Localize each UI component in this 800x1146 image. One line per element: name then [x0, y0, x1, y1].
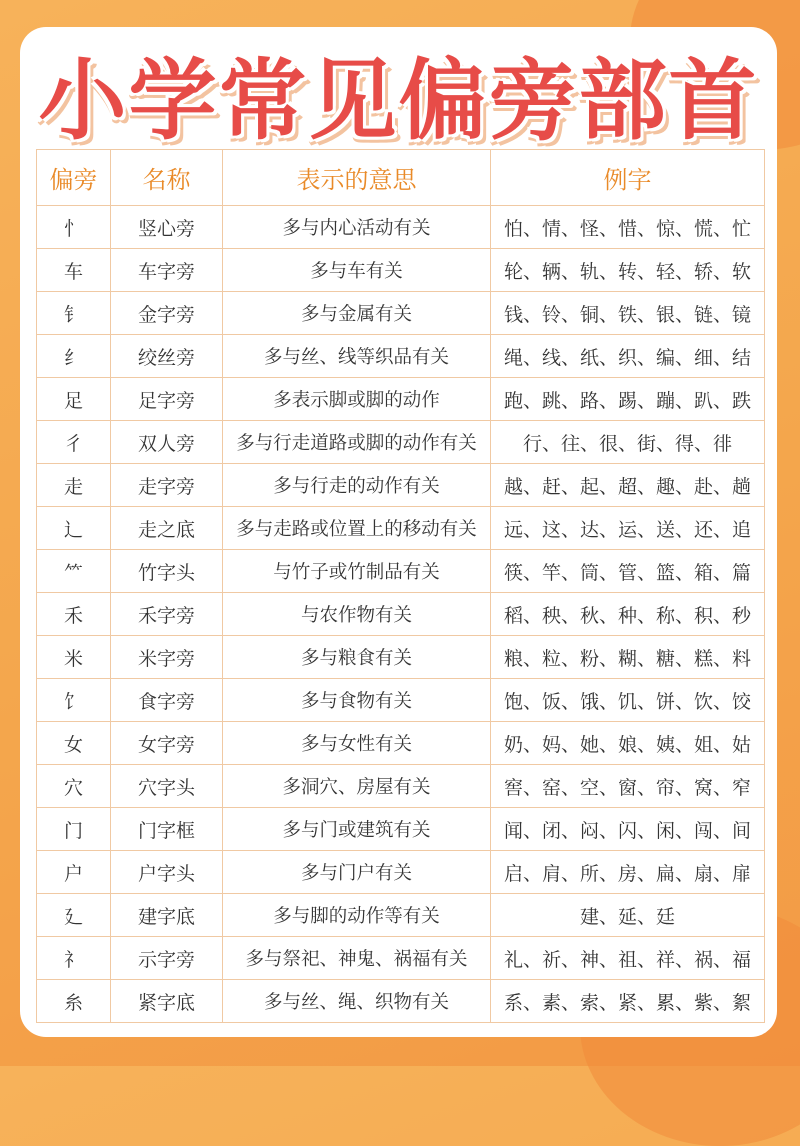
- table-row: [37, 722, 765, 765]
- cell-examples: 奶、妈、她、娘、姨、姐、姑: [491, 722, 765, 765]
- cell-examples: 怕、情、怪、惜、惊、慌、忙: [491, 206, 765, 249]
- cell-examples: 饱、饭、饿、饥、饼、饮、饺: [491, 679, 765, 722]
- cell-name: 金字旁: [111, 292, 223, 335]
- cell-radical: 穴: [37, 765, 111, 808]
- cell-examples: 绳、线、纸、织、编、细、结: [491, 335, 765, 378]
- cell-examples: 礼、祈、神、祖、祥、祸、福: [491, 937, 765, 980]
- table-row: [37, 980, 765, 1023]
- cell-radical: 廴: [37, 894, 111, 937]
- cell-radical: 辶: [37, 507, 111, 550]
- table-header-row: [37, 150, 765, 206]
- cell-meaning: 多洞穴、房屋有关: [223, 765, 491, 808]
- cell-name: 穴字头: [111, 765, 223, 808]
- cell-meaning: 多与脚的动作等有关: [223, 894, 491, 937]
- cell-radical: 钅: [37, 292, 111, 335]
- cell-name: 米字旁: [111, 636, 223, 679]
- cell-radical: 走: [37, 464, 111, 507]
- table-row: [37, 593, 765, 636]
- cell-meaning: 多与粮食有关: [223, 636, 491, 679]
- cell-name: 竖心旁: [111, 206, 223, 249]
- cell-meaning: 多表示脚或脚的动作: [223, 378, 491, 421]
- cell-meaning: 多与走路或位置上的移动有关: [223, 507, 491, 550]
- cell-meaning: 多与食物有关: [223, 679, 491, 722]
- table-row: [37, 335, 765, 378]
- cell-radical: 饣: [37, 679, 111, 722]
- header-meaning: 表示的意思: [223, 150, 491, 206]
- table-row: [37, 378, 765, 421]
- content-card: [20, 27, 777, 1037]
- table-row: [37, 894, 765, 937]
- table-row: [37, 851, 765, 894]
- cell-radical: 车: [37, 249, 111, 292]
- cell-examples: 稻、秧、秋、种、称、积、秒: [491, 593, 765, 636]
- table-row: [37, 421, 765, 464]
- cell-name: 走字旁: [111, 464, 223, 507]
- cell-name: 禾字旁: [111, 593, 223, 636]
- cell-examples: 钱、铃、铜、铁、银、链、镜: [491, 292, 765, 335]
- header-radical: 偏旁: [37, 150, 111, 206]
- cell-name: 门字框: [111, 808, 223, 851]
- cell-name: 双人旁: [111, 421, 223, 464]
- cell-radical: 纟: [37, 335, 111, 378]
- cell-name: 车字旁: [111, 249, 223, 292]
- cell-radical: 彳: [37, 421, 111, 464]
- cell-name: 紧字底: [111, 980, 223, 1023]
- cell-name: 建字底: [111, 894, 223, 937]
- header-examples: 例字: [491, 150, 765, 206]
- table-row: [37, 808, 765, 851]
- cell-meaning: 多与门户有关: [223, 851, 491, 894]
- cell-name: 女字旁: [111, 722, 223, 765]
- table-row: [37, 765, 765, 808]
- table-row: [37, 636, 765, 679]
- cell-meaning: 多与金属有关: [223, 292, 491, 335]
- cell-radical: 礻: [37, 937, 111, 980]
- cell-examples: 系、素、索、紧、累、紫、絮: [491, 980, 765, 1023]
- cell-name: 食字旁: [111, 679, 223, 722]
- header-name: 名称: [111, 150, 223, 206]
- cell-examples: 越、赶、起、超、趣、赴、趟: [491, 464, 765, 507]
- cell-examples: 建、延、廷: [491, 894, 765, 937]
- cell-examples: 闻、闭、闷、闪、闲、闯、间: [491, 808, 765, 851]
- table-row: [37, 249, 765, 292]
- cell-radical: 门: [37, 808, 111, 851]
- cell-name: 示字旁: [111, 937, 223, 980]
- cell-radical: 禾: [37, 593, 111, 636]
- cell-meaning: 多与丝、绳、织物有关: [223, 980, 491, 1023]
- cell-name: 户字头: [111, 851, 223, 894]
- table-row: [37, 679, 765, 722]
- cell-meaning: 多与车有关: [223, 249, 491, 292]
- table-row: [37, 937, 765, 980]
- cell-examples: 行、往、很、街、得、徘: [491, 421, 765, 464]
- cell-radical: 米: [37, 636, 111, 679]
- table-row: [37, 464, 765, 507]
- cell-examples: 筷、竿、筒、管、篮、箱、篇: [491, 550, 765, 593]
- cell-examples: 窖、窑、空、窗、帘、窝、窄: [491, 765, 765, 808]
- cell-meaning: 多与门或建筑有关: [223, 808, 491, 851]
- cell-examples: 启、肩、所、房、扁、扇、扉: [491, 851, 765, 894]
- cell-radical: 忄: [37, 206, 111, 249]
- cell-name: 竹字头: [111, 550, 223, 593]
- cell-meaning: 与竹子或竹制品有关: [223, 550, 491, 593]
- cell-meaning: 多与女性有关: [223, 722, 491, 765]
- cell-meaning: 多与内心活动有关: [223, 206, 491, 249]
- cell-name: 绞丝旁: [111, 335, 223, 378]
- cell-meaning: 多与丝、线等织品有关: [223, 335, 491, 378]
- table-row: [37, 507, 765, 550]
- cell-meaning: 多与行走道路或脚的动作有关: [223, 421, 491, 464]
- cell-radical: 足: [37, 378, 111, 421]
- radicals-table: [36, 149, 765, 1023]
- cell-meaning: 多与祭祀、神鬼、祸福有关: [223, 937, 491, 980]
- table-row: [37, 206, 765, 249]
- cell-examples: 粮、粒、粉、糊、糖、糕、料: [491, 636, 765, 679]
- cell-radical: 户: [37, 851, 111, 894]
- cell-name: 走之底: [111, 507, 223, 550]
- page-title: 小学常见偏旁部首: [38, 49, 759, 152]
- table-row: [37, 292, 765, 335]
- cell-radical: ⺮: [37, 550, 111, 593]
- table-row: [37, 550, 765, 593]
- cell-examples: 轮、辆、轨、转、轻、轿、软: [491, 249, 765, 292]
- cell-examples: 远、这、达、运、送、还、追: [491, 507, 765, 550]
- cell-examples: 跑、跳、路、踢、蹦、趴、跌: [491, 378, 765, 421]
- cell-name: 足字旁: [111, 378, 223, 421]
- cell-radical: 女: [37, 722, 111, 765]
- cell-radical: 糸: [37, 980, 111, 1023]
- cell-meaning: 多与行走的动作有关: [223, 464, 491, 507]
- cell-meaning: 与农作物有关: [223, 593, 491, 636]
